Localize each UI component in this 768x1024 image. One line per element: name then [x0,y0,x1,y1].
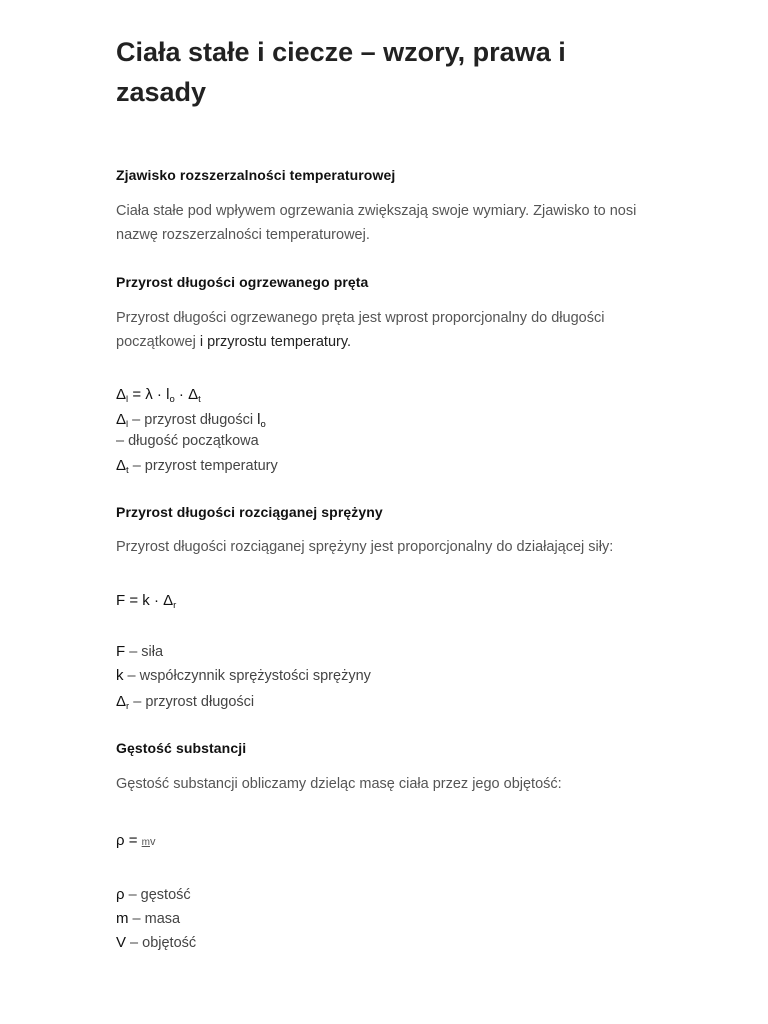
formula-symbol: Δ [163,592,174,609]
formula-symbol: Δ [188,386,199,403]
heading-rod-expansion: Przyrost długości ogrzewanego pręta [116,274,369,290]
formula-rod [116,386,201,405]
legend-rod-3 [116,457,278,476]
legend-description: – objętość [126,935,197,951]
formula-symbol: λ [145,386,153,403]
legend-symbol: Δ [116,411,127,428]
formula-subscript: t [198,394,201,405]
formula-operator: · [174,386,189,403]
formula-symbol: Δ [116,386,127,403]
legend-symbol: ρ [116,886,125,903]
legend-symbol: k [116,667,124,684]
formula-operator: = [128,386,146,403]
formula-denominator: v [150,836,156,848]
paragraph-spring-extension: Przyrost długości rozciąganej sprężyny jest proporcjonalny do działającej siły: [116,539,614,555]
paragraph-thermal-expansion: Ciała stałe pod wpływem ogrzewania zwiększają swoje wymiary. Zjawisko to nosi nazwę rozszerzalności temperaturowej. [116,203,637,243]
legend-density-1 [116,886,191,903]
legend-spring-1 [116,643,163,660]
formula-symbol: ρ [116,832,125,849]
legend-symbol: F [116,643,126,660]
formula-operator: = [124,832,142,849]
legend-symbol: m [116,910,129,927]
legend-subscript: l [126,419,129,430]
legend-description: – długość początkowa [116,433,259,449]
legend-description: – przyrost temperatury [128,458,278,474]
formula-operator: = [125,592,143,609]
legend-description: – przyrost długości [128,412,258,428]
legend-subscript: r [126,701,130,712]
heading-density: Gęstość substancji [116,740,247,756]
legend-spring-3 [116,693,254,712]
heading-spring-extension: Przyrost długości rozciąganej sprężyny [116,504,383,520]
paragraph-density: Gęstość substancji obliczamy dzieląc masę ciała przez jego objętość: [116,776,562,792]
formula-spring [116,592,176,611]
formula-subscript: l [126,394,129,405]
paragraph-rod-text-b: i przyrostu temperatury. [195,334,352,350]
page-title: Ciała stałe i ciecze – wzory, prawa i zasady [116,37,566,107]
legend-symbol: V [116,934,127,951]
legend-description: – masa [128,911,181,927]
formula-density [116,832,156,849]
legend-density-3 [116,934,196,951]
formula-symbol: l [166,386,170,403]
legend-description: – współczynnik sprężystości sprężyny [123,668,371,684]
legend-symbol: Δ [116,693,127,710]
formula-symbol: k [142,592,150,609]
formula-operator: · [149,592,164,609]
legend-subscript: o [260,419,266,430]
legend-symbol: Δ [116,457,127,474]
legend-subscript: t [126,465,129,476]
legend-description: – siła [125,644,164,660]
formula-symbol: F [116,592,126,609]
legend-symbol: l [257,411,261,428]
formula-numerator: m [141,837,150,848]
legend-description: – gęstość [124,887,191,903]
formula-subscript: r [173,600,177,611]
paragraph-rod-text-a: Przyrost długości ogrzewanego pręta jest wprost proporcjonalny do długości początkowej [116,310,605,350]
formula-operator: · [152,386,167,403]
paragraph-rod-expansion [116,306,661,354]
legend-spring-2 [116,667,371,684]
legend-rod-2 [116,433,259,449]
legend-density-2 [116,910,180,927]
formula-subscript: o [169,394,175,405]
legend-rod-1 [116,411,266,430]
legend-description: – przyrost długości [129,694,255,710]
heading-thermal-expansion: Zjawisko rozszerzalności temperaturowej [116,167,396,183]
